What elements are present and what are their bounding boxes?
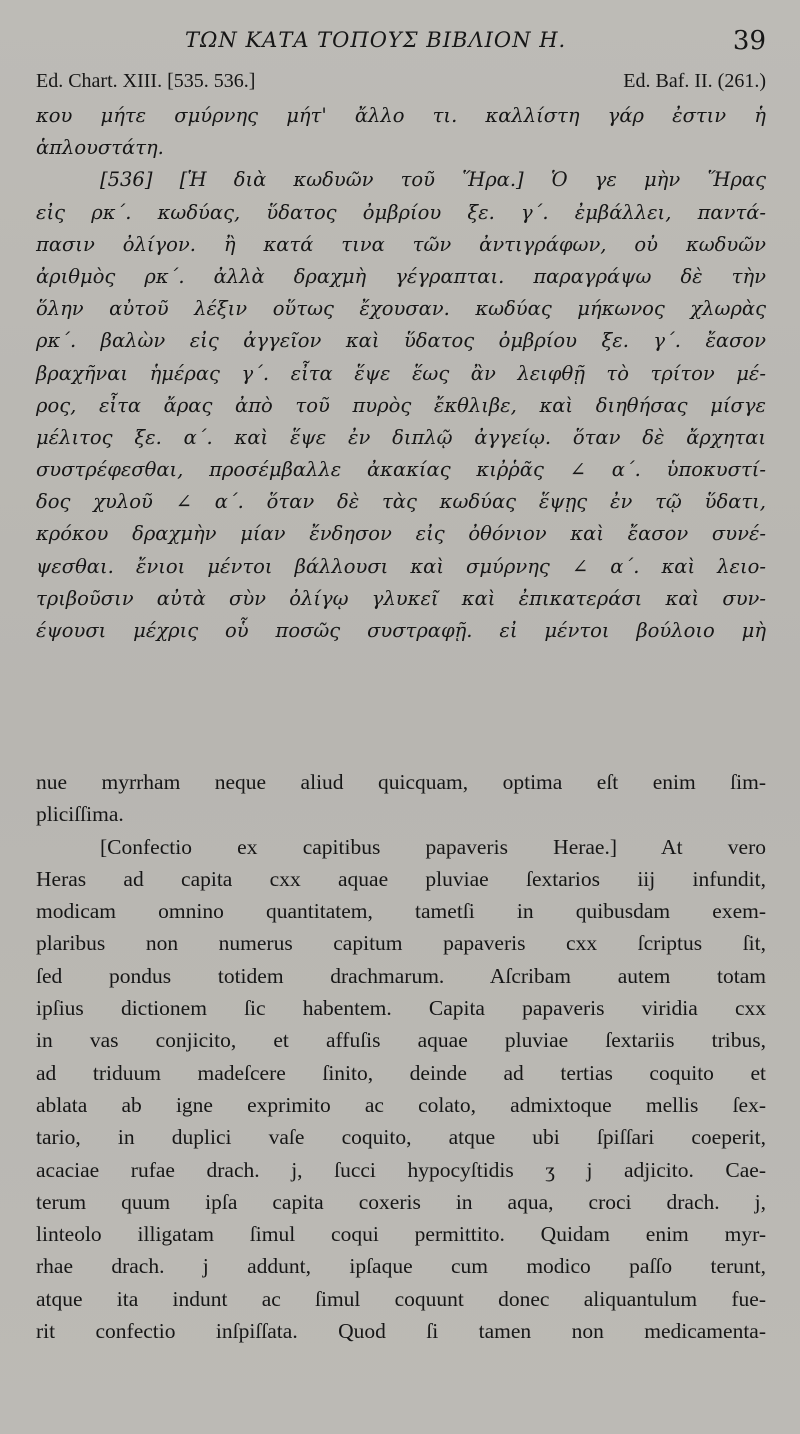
latin-line: ad triduum madeſcere ſinito, deinde ad tertias coquito et — [36, 1060, 766, 1085]
greek-text-block — [36, 100, 766, 647]
latin-line: linteolo illigatam ſimul coqui permittito. Quidam enim myr- — [36, 1222, 766, 1247]
latin-line: [Confectio ex capitibus papaveris Herae.] At vero — [100, 834, 766, 859]
greek-line: ὅλην αὐτοῦ λέξιν οὕτως ἔχουσαν. κωδύας μήκωνος χλωρὰς — [36, 297, 766, 321]
latin-line: terum quum ipſa capita coxeris in aqua, croci drach. j, — [36, 1189, 766, 1214]
greek-line: μέλιτος ξε. α΄. καὶ ἕψε ἐν διπλῷ ἀγγείῳ. ὅταν δὲ ἄρχηται — [36, 425, 766, 449]
latin-line: ipſius dictionem ſic habentem. Capita papaveris viridia cxx — [36, 996, 766, 1021]
greek-line: τριβοῦσιν αὐτὰ σὺν ὀλίγῳ γλυκεῖ καὶ ἐπικατεράσι καὶ συν- — [36, 586, 766, 610]
latin-line: atque ita indunt ac ſimul coquunt donec aliquantulum fue- — [36, 1286, 766, 1311]
greek-line: ρκ΄. βαλὼν εἰς ἀγγεῖον καὶ ὕδατος ὀμβρίου ξε. γ΄. ἔασον — [36, 329, 766, 353]
latin-line: tario, in duplici vaſe coquito, atque ubi ſpiſſari coeperit, — [36, 1125, 766, 1150]
latin-line: in vas conjicito, et affuſis aquae pluviae ſextariis tribus, — [36, 1028, 766, 1053]
edition-line — [36, 70, 766, 98]
running-title: ΤΩΝ ΚΑΤΑ ΤΟΠΟΥΣ ΒΙΒΛΙΟΝ Η. — [185, 28, 567, 52]
greek-line: εἰς ρκ΄. κωδύας, ὕδατος ὀμβρίου ξε. γ΄. ἐμβάλλει, παντά- — [36, 200, 766, 224]
greek-line: ψεσθαι. ἔνιοι μέντοι βάλλουσι καὶ σμύρνης ∠ α΄. καὶ λειο- — [36, 554, 766, 578]
latin-line: nue myrrham neque aliud quicquam, optima eſt enim ſim- — [36, 770, 766, 794]
latin-line: plaribus non numerus capitum papaveris cxx ſcriptus ſit, — [36, 931, 766, 956]
greek-line: βραχῆναι ἡμέρας γ΄. εἶτα ἕψε ἕως ἂν λειφθῇ τὸ τρίτον μέ- — [36, 361, 766, 385]
greek-line: δος χυλοῦ ∠ α΄. ὅταν δὲ τὰς κωδύας ἕψῃς ἐν τῷ ὕδατι, — [36, 490, 766, 514]
greek-line: συστρέφεσθαι, προσέμβαλλε ἀκακίας κιῤῥᾶς ∠ α΄. ὑποκυστί- — [36, 458, 766, 482]
greek-line: κου μήτε σμύρνης μήτ' ἄλλο τι. καλλίστη γάρ ἐστιν ἡ — [36, 104, 766, 127]
greek-line: ἁπλουστάτη. — [36, 136, 164, 160]
latin-line: ſed pondus totidem drachmarum. Aſcribam autem totam — [36, 963, 766, 988]
latin-line: rhae drach. j addunt, ipſaque cum modico paſſo terunt, — [36, 1254, 766, 1279]
greek-line: [536] [Ἡ διὰ κωδυῶν τοῦ Ἥρα.] Ὁ γε μὴν Ἥρας — [100, 168, 766, 192]
greek-line: πασιν ὀλίγον. ἢ κατά τινα τῶν ἀντιγράφων, οὐ κωδυῶν — [36, 232, 766, 256]
page-number: 39 — [732, 26, 766, 56]
edition-chartier: Ed. Chart. XIII. [535. 536.] — [36, 70, 256, 92]
greek-line: έψουσι μέχρις οὗ ποσῶς συστραφῇ. εἰ μέντοι βούλοιο μὴ — [36, 619, 766, 642]
latin-line: modicam omnino quantitatem, tametſi in quibusdam exem- — [36, 899, 766, 924]
latin-line: rit confectio inſpiſſata. Quod ſi tamen non medicamenta- — [36, 1319, 766, 1344]
latin-line: acaciae rufae drach. j, ſucci hypocyſtidis ʒ j adjicito. Cae- — [36, 1157, 766, 1182]
edition-basel: Ed. Baf. II. (261.) — [623, 70, 766, 92]
greek-line: κρόκου δραχμὴν μίαν ἔνδησον εἰς ὀθόνιον καὶ ἔασον συνέ- — [36, 522, 766, 546]
greek-line: ρος, εἶτα ἄρας ἀπὸ τοῦ πυρὸς ἔκθλιβε, καὶ διηθήσας μίσγε — [36, 393, 766, 417]
latin-line: Heras ad capita cxx aquae pluviae ſextarios iij infundit, — [36, 866, 766, 891]
greek-line: ἀριθμὸς ρκ΄. ἀλλὰ δραχμὴ γέγραπται. παραγράψω δὲ τὴν — [36, 264, 766, 288]
latin-line: ablata ab igne exprimito ac colato, admixtoque mellis ſex- — [36, 1092, 766, 1117]
running-head — [0, 26, 800, 58]
latin-line: pliciſſima. — [36, 802, 124, 827]
latin-text-block — [36, 766, 766, 1347]
